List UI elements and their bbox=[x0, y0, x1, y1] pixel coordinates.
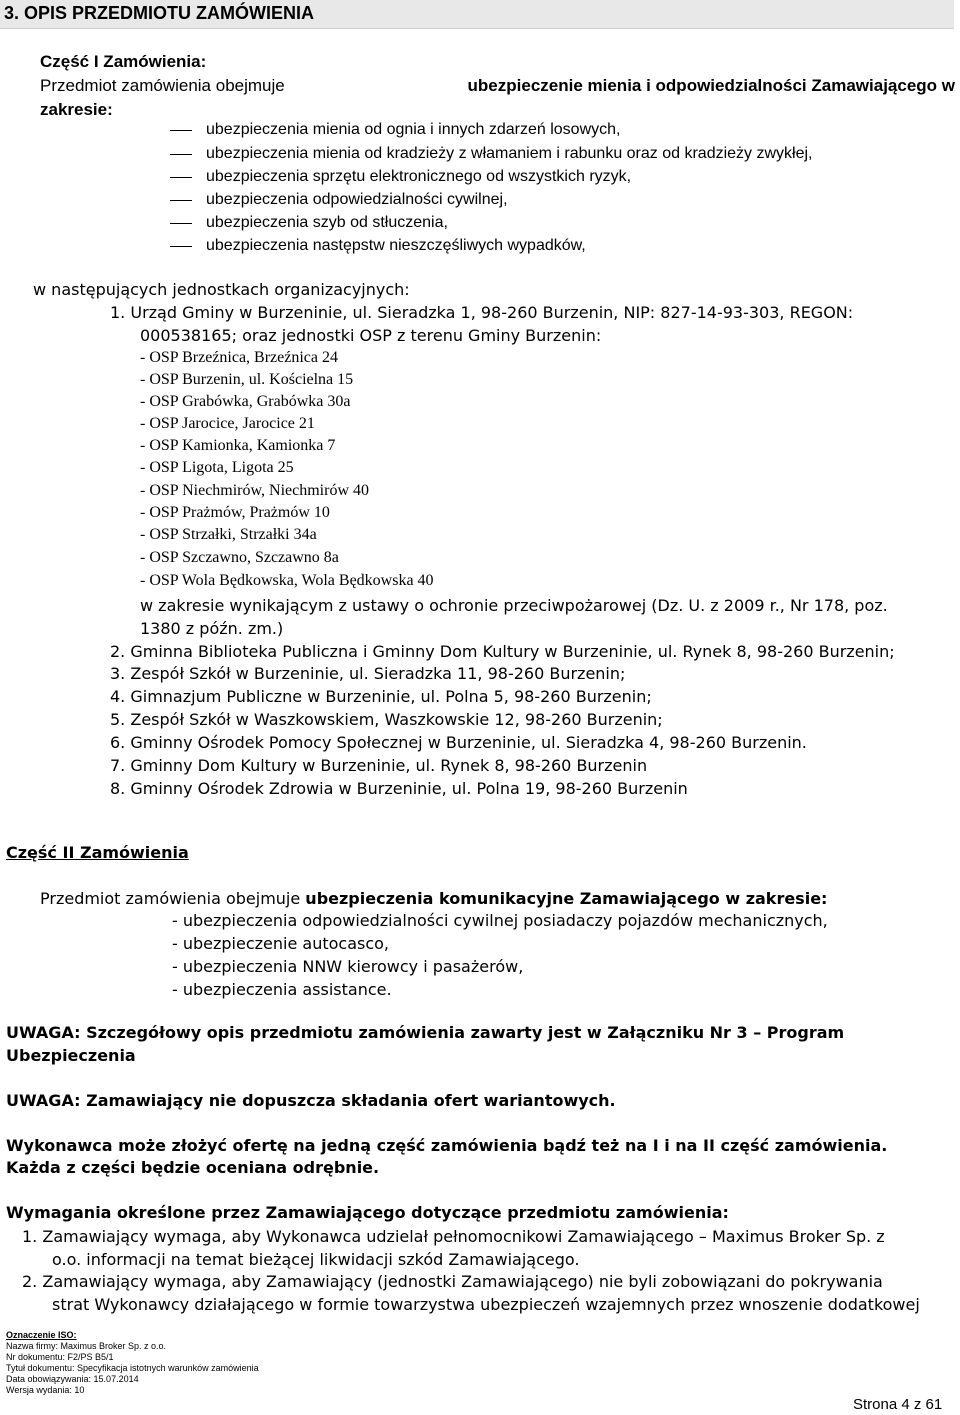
footer-iso-label: Oznaczenie ISO: bbox=[6, 1330, 77, 1340]
unit-1-line-2: 000538165; oraz jednostki OSP z terenu Gminy Burzenin: bbox=[140, 326, 602, 345]
part1-intro-bold-2: zakresie: bbox=[40, 100, 113, 119]
osp-item: - OSP Burzenin, ul. Kościelna 15 bbox=[140, 371, 354, 388]
section-title: 3. OPIS PRZEDMIOTU ZAMÓWIENIA bbox=[4, 3, 315, 23]
footer-version: Wersja wydania: 10 bbox=[6, 1385, 85, 1395]
scope-item bbox=[170, 168, 631, 186]
uwaga-1-text: UWAGA: Szczegółowy opis przedmiotu zamówienia zawarty jest w Załączniku Nr 3 – Program bbox=[6, 1023, 845, 1042]
scope-item bbox=[170, 191, 508, 209]
part1-heading: Część I Zamówienia: bbox=[40, 52, 207, 71]
units-intro: w następujących jednostkach organizacyjnych: bbox=[33, 280, 410, 299]
part2-intro bbox=[40, 889, 827, 908]
osp-item: - OSP Ligota, Ligota 25 bbox=[140, 459, 294, 476]
scope-item bbox=[170, 214, 448, 232]
dash-bullet bbox=[170, 223, 192, 224]
scope-item bbox=[170, 237, 586, 255]
footer-doc-number: Nr dokumentu: F2/PS B5/1 bbox=[6, 1352, 114, 1362]
scope-item-text: ubezpieczenia mienia od kradzieży z włamaniem i rabunku oraz od kradzieży zwykłej, bbox=[206, 145, 813, 162]
osp-note-line-2: 1380 z późn. zm.) bbox=[140, 619, 284, 638]
scope-item-text: ubezpieczenia odpowiedzialności cywilnej, bbox=[206, 191, 508, 208]
dash-bullet bbox=[170, 177, 192, 178]
footer-company: Nazwa firmy: Maximus Broker Sp. z o.o. bbox=[6, 1341, 167, 1351]
part1-intro bbox=[40, 76, 955, 96]
dash-bullet bbox=[170, 154, 192, 155]
unit-item: 3. Zespół Szkół w Burzeninie, ul. Sieradzka 11, 98-260 Burzenin; bbox=[110, 664, 626, 683]
part2-intro-bold: ubezpieczenia komunikacyjne Zamawiającego w zakresie: bbox=[305, 889, 828, 908]
section-header-bar bbox=[0, 0, 954, 29]
scope-item bbox=[170, 121, 620, 139]
scope-item-text: ubezpieczenia sprzętu elektronicznego od wszystkich ryzyk, bbox=[206, 168, 632, 185]
part2-intro-normal: Przedmiot zamówienia obejmuje bbox=[40, 889, 301, 908]
part2-item: - ubezpieczenia NNW kierowcy i pasażerów, bbox=[172, 957, 524, 976]
requirement-2-line-1: 2. Zamawiający wymaga, aby Zamawiający (jednostki Zamawiającego) nie byli zobowiązani do pokrywania bbox=[22, 1272, 883, 1291]
osp-item: - OSP Grabówka, Grabówka 30a bbox=[140, 393, 351, 410]
osp-item: - OSP Kamionka, Kamionka 7 bbox=[140, 437, 336, 454]
osp-item: - OSP Brzeźnica, Brzeźnica 24 bbox=[140, 349, 338, 366]
page-number: Strona 4 z 61 bbox=[853, 1396, 943, 1413]
unit-item: 6. Gminny Ośrodek Pomocy Społecznej w Burzeninie, ul. Sieradzka 4, 98-260 Burzenin. bbox=[110, 733, 807, 752]
uwaga-1-line-1 bbox=[6, 1023, 954, 1042]
uwaga-2: UWAGA: Zamawiający nie dopuszcza składania ofert wariantowych. bbox=[6, 1091, 616, 1110]
scope-item-text: ubezpieczenia mienia od ognia i innych zdarzeń losowych, bbox=[206, 121, 621, 138]
osp-item: - OSP Niechmirów, Niechmirów 40 bbox=[140, 482, 369, 499]
footer-info bbox=[6, 1330, 259, 1396]
unit-item: 8. Gminny Ośrodek Zdrowia w Burzeninie, ul. Polna 19, 98-260 Burzenin bbox=[110, 779, 688, 798]
dash-bullet bbox=[170, 200, 192, 201]
scope-item-text: ubezpieczenia szyb od stłuczenia, bbox=[206, 214, 448, 231]
unit-1-line-1: 1. Urząd Gminy w Burzeninie, ul. Sieradzka 1, 98-260 Burzenin, NIP: 827-14-93-303, REGON: bbox=[110, 303, 854, 322]
scope-item-text: ubezpieczenia następstw nieszczęśliwych wypadków, bbox=[206, 237, 586, 254]
osp-item: - OSP Jarocice, Jarocice 21 bbox=[140, 415, 315, 432]
osp-item: - OSP Szczawno, Szczawno 8a bbox=[140, 549, 339, 566]
unit-item: 4. Gimnazjum Publiczne w Burzeninie, ul. Polna 5, 98-260 Burzenin; bbox=[110, 687, 652, 706]
osp-item: - OSP Strzałki, Strzałki 34a bbox=[140, 526, 317, 543]
part1-intro-bold: ubezpieczenie mienia i odpowiedzialności Zamawiającego w bbox=[467, 76, 955, 95]
requirement-1-line-1: 1. Zamawiający wymaga, aby Wykonawca udzielał pełnomocnikowi Zamawiającego – Maximus Broker Sp. z bbox=[22, 1227, 885, 1246]
wykonawca-line-2: Każda z części będzie oceniana odrębnie. bbox=[6, 1158, 380, 1177]
part2-item: - ubezpieczenia odpowiedzialności cywilnej posiadaczy pojazdów mechanicznych, bbox=[172, 911, 828, 930]
unit-item: 7. Gminny Dom Kultury w Burzeninie, ul. Rynek 8, 98-260 Burzenin bbox=[110, 756, 648, 775]
requirements-heading: Wymagania określone przez Zamawiającego dotyczące przedmiotu zamówienia: bbox=[6, 1203, 729, 1222]
footer-date: Data obowiązywania: 15.07.2014 bbox=[6, 1374, 139, 1384]
requirement-1-line-2: o.o. informacji na temat bieżącej likwidacji szkód Zamawiającego. bbox=[52, 1250, 580, 1269]
dash-bullet bbox=[170, 130, 192, 131]
osp-item: - OSP Prażmów, Prażmów 10 bbox=[140, 504, 330, 521]
scope-item bbox=[170, 145, 813, 163]
uwaga-1-line-2: Ubezpieczenia bbox=[6, 1046, 136, 1065]
osp-note-line-1: w zakresie wynikającym z ustawy o ochronie przeciwpożarowej (Dz. U. z 2009 r., Nr 178, poz. bbox=[140, 596, 888, 615]
unit-item: 5. Zespół Szkół w Waszkowskiem, Waszkowskie 12, 98-260 Burzenin; bbox=[110, 710, 663, 729]
unit-item: 2. Gminna Biblioteka Publiczna i Gminny Dom Kultury w Burzeninie, ul. Rynek 8, 98-260 Burzenin; bbox=[110, 642, 895, 661]
footer-doc-title: Tytuł dokumentu: Specyfikacja istotnych warunków zamówienia bbox=[6, 1363, 259, 1373]
part2-heading: Część II Zamówienia bbox=[6, 843, 189, 862]
requirement-2-line-2: strat Wykonawcy działającego w formie towarzystwa ubezpieczeń wzajemnych przez wnoszenie dodatkowej bbox=[52, 1295, 920, 1314]
part2-item: - ubezpieczenie autocasco, bbox=[172, 934, 390, 953]
dash-bullet bbox=[170, 246, 192, 247]
part1-intro-normal: Przedmiot zamówienia obejmuje bbox=[40, 76, 285, 95]
part2-item: - ubezpieczenia assistance. bbox=[172, 980, 392, 999]
wykonawca-line-1: Wykonawca może złożyć ofertę na jedną część zamówienia bądź też na I i na II część zamówienia. bbox=[6, 1136, 888, 1155]
osp-item: - OSP Wola Będkowska, Wola Będkowska 40 bbox=[140, 572, 434, 589]
